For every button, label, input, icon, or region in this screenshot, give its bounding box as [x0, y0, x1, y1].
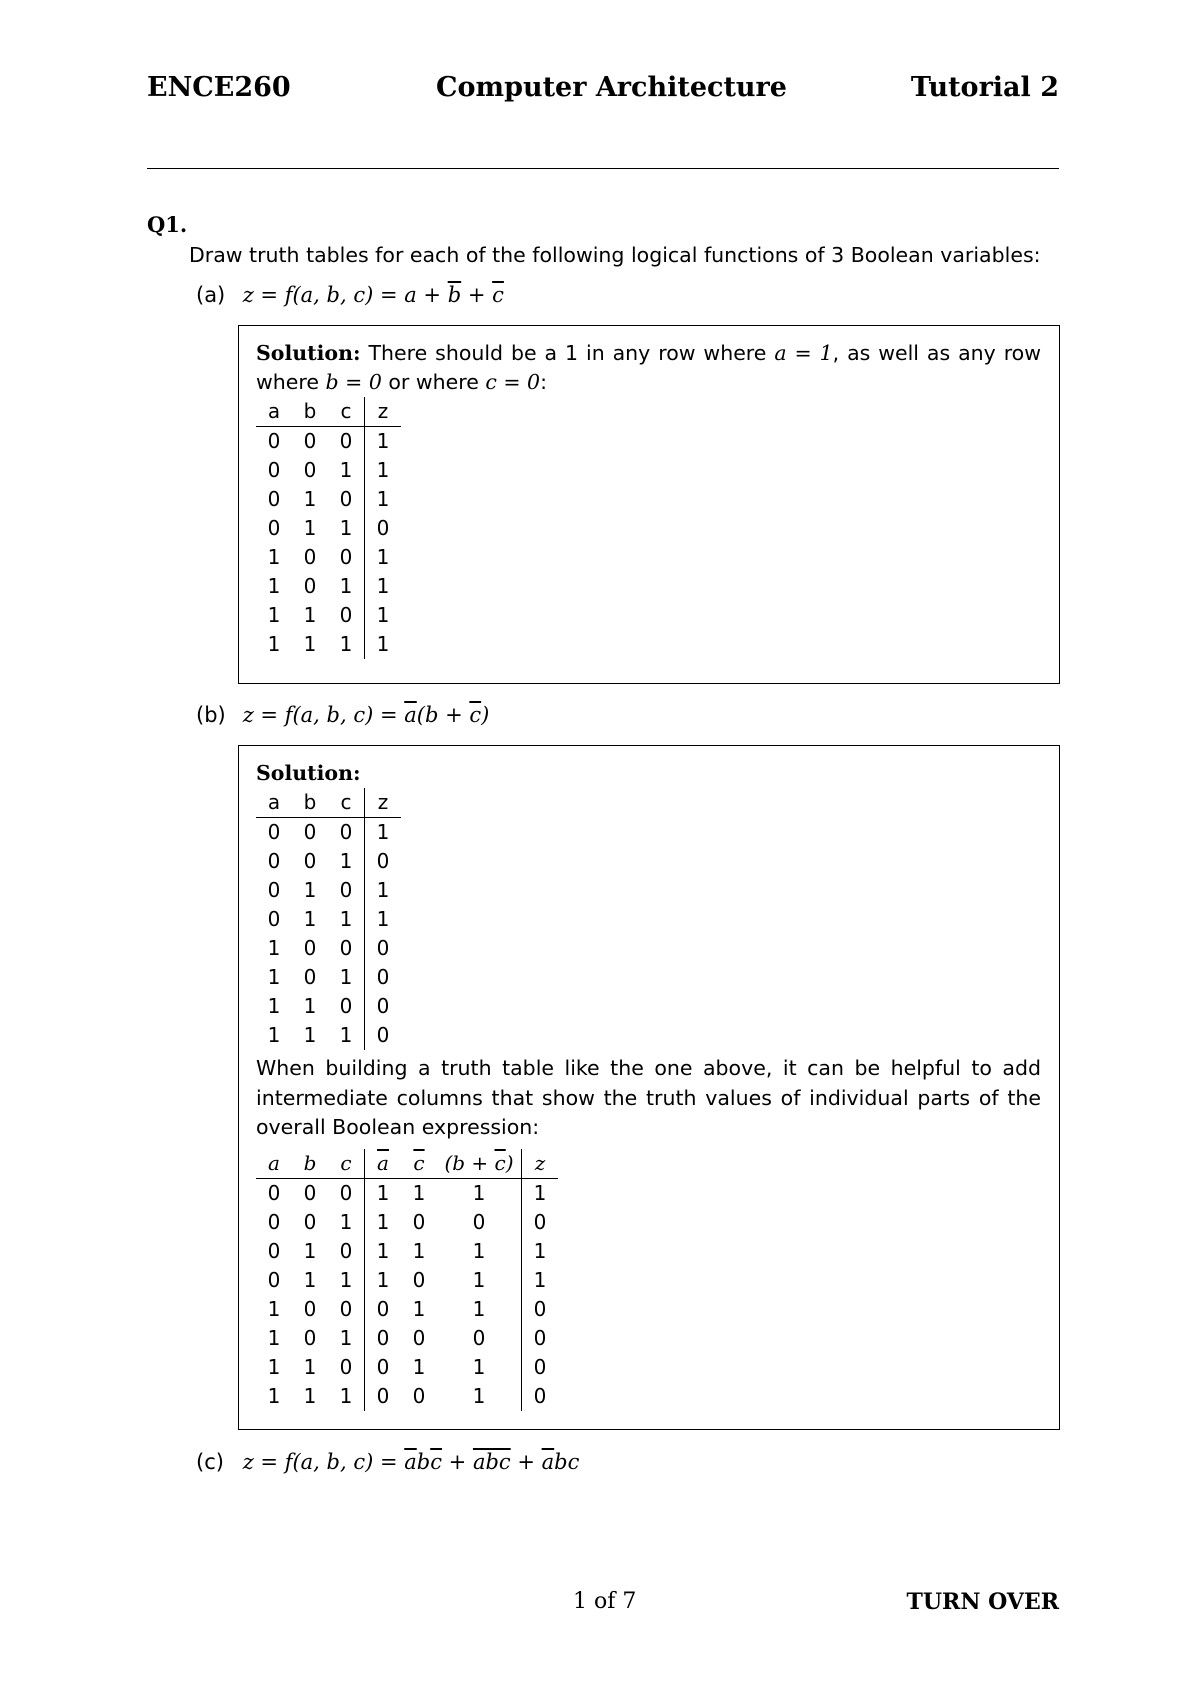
- part-b-solution: [256, 759, 1041, 1411]
- part-a-solution-text: Solution: There should be a 1 in any row where a = 1, as well as any row where b = 0 or where c = 0:: [256, 341, 1041, 394]
- table-header-row: a b c $\overline{a}$ $\overline{c}$ $(b + \overline{c})$ z: [256, 1149, 558, 1179]
- part-a-equation: z = f(a, b, $c) = a + \overline{b} + \overline{c}$: [242, 283, 504, 307]
- table-row: 0 0 0 1: [256, 427, 401, 457]
- table-row: 0 1 0 1 1 1 1: [256, 1237, 558, 1266]
- table-row: 1 1 1 1: [256, 630, 401, 659]
- part-c-label: (c): [196, 1450, 224, 1474]
- part-a-truth-table: [256, 397, 401, 659]
- part-b-solution-label: Solution:: [256, 761, 361, 785]
- part-b-equation: z = f(a, b, $c) = \overline{a}(b + \overline{c})$: [242, 703, 490, 727]
- table-row: 0 1 0 1: [256, 876, 401, 905]
- part-a-heading: [196, 283, 504, 307]
- course-code: ENCE260: [147, 72, 291, 103]
- part-b-heading: [196, 703, 489, 727]
- table-row: 0 1 1 1: [256, 905, 401, 934]
- table-row: 0 0 1 1 0 0 0: [256, 1208, 558, 1237]
- table-row: 0 0 0 1: [256, 818, 401, 848]
- table-row: 0 0 1 0: [256, 847, 401, 876]
- table-row: 0 1 1 1 0 1 1: [256, 1266, 558, 1295]
- part-c-heading: [196, 1450, 579, 1474]
- table-row: 1 0 1 0: [256, 963, 401, 992]
- question-intro: Draw truth tables for each of the following logical functions of 3 Boolean variables:: [189, 243, 1041, 267]
- table-row: 0 0 0 1 1 1 1: [256, 1178, 558, 1208]
- part-b-label: (b): [196, 703, 226, 727]
- tutorial-label: Tutorial 2: [910, 72, 1059, 103]
- table-row: 1 1 1 0 0 1 0: [256, 1382, 558, 1411]
- part-a-solution-label: Solution:: [256, 341, 361, 365]
- page-number: 1 of 7: [573, 1589, 637, 1614]
- document-title: Computer Architecture: [436, 72, 787, 103]
- turn-over-label: TURN OVER: [906, 1589, 1059, 1615]
- table-row: 1 1 0 0 1 1 0: [256, 1353, 558, 1382]
- table-header-row: a b c z: [256, 397, 401, 427]
- part-b-truth-table: [256, 788, 401, 1050]
- table-row: 1 0 0 1: [256, 543, 401, 572]
- header-rule: [147, 168, 1059, 169]
- part-a-solution: [256, 339, 1041, 659]
- part-b-extended-truth-table: [256, 1149, 558, 1411]
- table-row: 1 1 1 0: [256, 1021, 401, 1050]
- question-number: Q1.: [147, 212, 188, 237]
- table-header-row: a b c z: [256, 788, 401, 818]
- table-row: 0 1 0 1: [256, 485, 401, 514]
- table-row: 1 1 0 1: [256, 601, 401, 630]
- part-b-explanation: When building a truth table like the one above, it can be helpful to add intermediate columns that show the truth values of individual parts of the overall Boolean expression:: [256, 1056, 1041, 1139]
- part-c-equation: z = f(a, b, $c) = \overline{a}b\overline{c} + \overline{a}\overline{bc} + \overline{a}bc$: [242, 1450, 580, 1474]
- part-a-label: (a): [196, 283, 226, 307]
- table-row: 1 1 0 0: [256, 992, 401, 1021]
- table-row: 0 0 1 1: [256, 456, 401, 485]
- table-row: 1 0 1 1: [256, 572, 401, 601]
- table-row: 1 0 0 0 1 1 0: [256, 1295, 558, 1324]
- table-row: 1 0 0 0: [256, 934, 401, 963]
- table-row: 0 1 1 0: [256, 514, 401, 543]
- table-row: 1 0 1 0 0 0 0: [256, 1324, 558, 1353]
